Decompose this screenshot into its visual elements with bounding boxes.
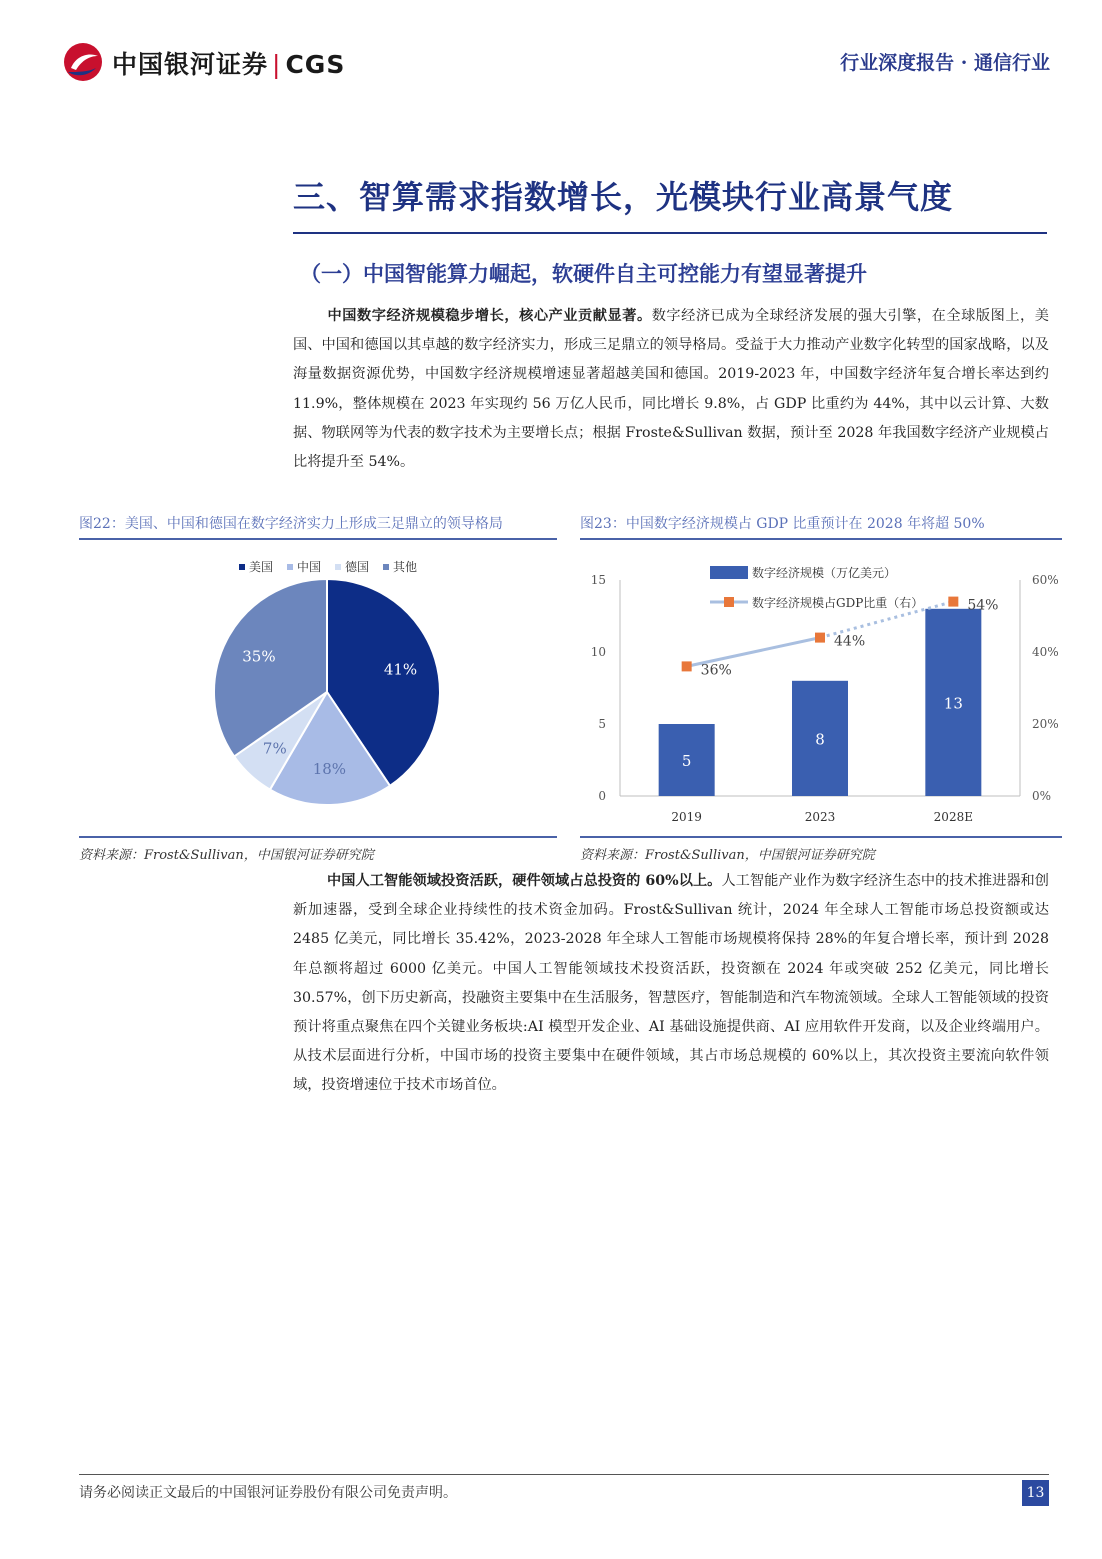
y2-tick-label: 20%: [1032, 717, 1059, 731]
bar-value-label: 5: [681, 752, 692, 770]
line-value-label: 44%: [834, 633, 866, 650]
sub-section-title: （一）中国智能算力崛起，软硬件自主可控能力有望显著提升: [300, 261, 867, 286]
line-marker: [948, 597, 958, 607]
paragraph-body: 数字经济已成为全球经济发展的强大引擎，在全球版图上，美国、中国和德国以其卓越的数字经济实力，形成三足鼎立的领导格局。受益于大力推动产业数字化转型的国家战略，以及海量数据资源优势，中国数字经济规模增速显著超越美国和德国。2019-2023 年，中国数字经济年复合增长率达到约 11.9%，整体规模在 2023 年实现约 56 万亿人民币，同比增长 9.8%，占 GDP 比重约为 44%，其中以云计算、大数据、物联网等为代表的数字技术为主要增长点；根据 Froste&Sullivan 数据，预计至 2028 年我国数字经济产业规模占比将提升至 54%。: [293, 308, 1049, 471]
x-tick-label: 2019: [671, 810, 702, 824]
y2-tick-label: 40%: [1032, 645, 1059, 659]
footer-disclaimer: 请务必阅读正文最后的中国银河证券股份有限公司免责声明。: [79, 1485, 457, 1501]
section-divider: [293, 232, 1047, 234]
y2-tick-label: 0%: [1032, 789, 1052, 803]
y-tick-label: 5: [598, 717, 606, 731]
line-value-label: 54%: [967, 597, 999, 614]
pie-slice-label: 41%: [383, 660, 418, 679]
line-marker: [682, 661, 692, 671]
paragraph-lead: 中国数字经济规模稳步增长，核心产业贡献显著。: [327, 308, 652, 324]
footer-divider: [79, 1474, 1049, 1475]
pie-legend-item: [335, 560, 369, 574]
pie-legend-item: [239, 560, 273, 574]
page-number: 13: [1022, 1480, 1049, 1506]
y-tick-label: 10: [590, 645, 606, 659]
x-tick-label: 2023: [804, 810, 836, 824]
figure-23-top-rule: [580, 538, 1062, 540]
figure-22-top-rule: [79, 538, 557, 540]
bar-line-chart: [580, 548, 1062, 833]
y-tick-label: 0: [598, 789, 606, 803]
legend-label: 中国: [297, 560, 322, 574]
bar-value-label: 8: [815, 730, 825, 749]
cgs-logo-icon: [62, 42, 104, 82]
legend-label: 美国: [249, 560, 274, 574]
figure-23-source: 资料来源：Frost&Sullivan，中国银河证券研究院: [580, 848, 875, 863]
svg-text:数字经济规模占GDP比重（右）: 数字经济规模占GDP比重（右）: [752, 596, 924, 610]
legend-label: 德国: [345, 560, 370, 574]
pie-legend-item: [287, 559, 321, 574]
bar-value-label: 13: [943, 694, 963, 713]
svg-text:数字经济规模（万亿美元）: 数字经济规模（万亿美元）: [752, 566, 897, 580]
pie-legend-item: [383, 559, 417, 574]
legend-swatch: [239, 564, 245, 570]
y2-tick-label: 60%: [1032, 573, 1059, 587]
pie-chart: [79, 548, 557, 833]
figure-23-bottom-rule: [580, 836, 1062, 838]
brand-logo-text: 中国银河证券 | CGS: [112, 50, 346, 79]
report-type-label: 行业深度报告 · 通信行业: [840, 52, 1050, 74]
legend-swatch: [287, 564, 293, 570]
figure-23-caption: 图23：中国数字经济规模占 GDP 比重预计在 2028 年将超 50%: [580, 516, 985, 532]
bar-legend-item: [710, 565, 896, 580]
figure-22-caption: 图22：美国、中国和德国在数字经济实力上形成三足鼎立的领导格局: [79, 516, 503, 532]
figure-22-source: 资料来源：Frost&Sullivan，中国银河证券研究院: [79, 848, 374, 863]
line-marker: [815, 633, 825, 643]
body-paragraph-1: [293, 302, 1049, 477]
figure-22-bottom-rule: [79, 836, 557, 838]
paragraph-body: 人工智能产业作为数字经济生态中的技术推进器和创新加速器，受到全球企业持续性的技术资金加码。Frost&Sullivan 统计，2024 年全球人工智能市场总投资额或达 2485 亿美元，同比增长 35.42%，2023-2028 年全球人工智能市场规模将保持 28%的年复合增长率，预计到 2028 年总额将超过 6000 亿美元。中国人工智能领域技术投资活跃，投资额在 2024 年或突破 252 亿美元，同比增长 30.57%，创下历史新高，投融资主要集中在生活服务，智慧医疗，智能制造和汽车物流领域。全球人工智能领域的投资预计将重点聚焦在四个关键业务板块:AI 模型开发企业、AI 基础设施提供商、AI 应用软件开发商，以及企业终端用户。从技术层面进行分析，中国市场的投资主要集中在硬件领域，其占市场总规模的 60%以上，其次投资主要流向软件领域，投资增速位于技术市场首位。: [293, 873, 1049, 1094]
legend-label: 其他: [393, 560, 418, 574]
x-tick-label: 2028E: [933, 810, 973, 824]
legend-swatch: [383, 564, 389, 570]
pie-slice-label: 35%: [242, 647, 276, 666]
paragraph-lead: 中国人工智能领域投资活跃，硬件领域占总投资的 60%以上。: [327, 873, 722, 889]
pie-slice-label: 7%: [262, 739, 287, 758]
line-legend-item: [710, 595, 923, 610]
y-tick-label: 15: [590, 573, 606, 587]
line-value-label: 36%: [700, 662, 732, 679]
legend-swatch: [335, 564, 341, 570]
body-paragraph-2: [293, 867, 1049, 1101]
pie-slice-label: 18%: [312, 759, 347, 778]
section-title: 三、智算需求指数增长，光模块行业高景气度: [293, 178, 954, 216]
